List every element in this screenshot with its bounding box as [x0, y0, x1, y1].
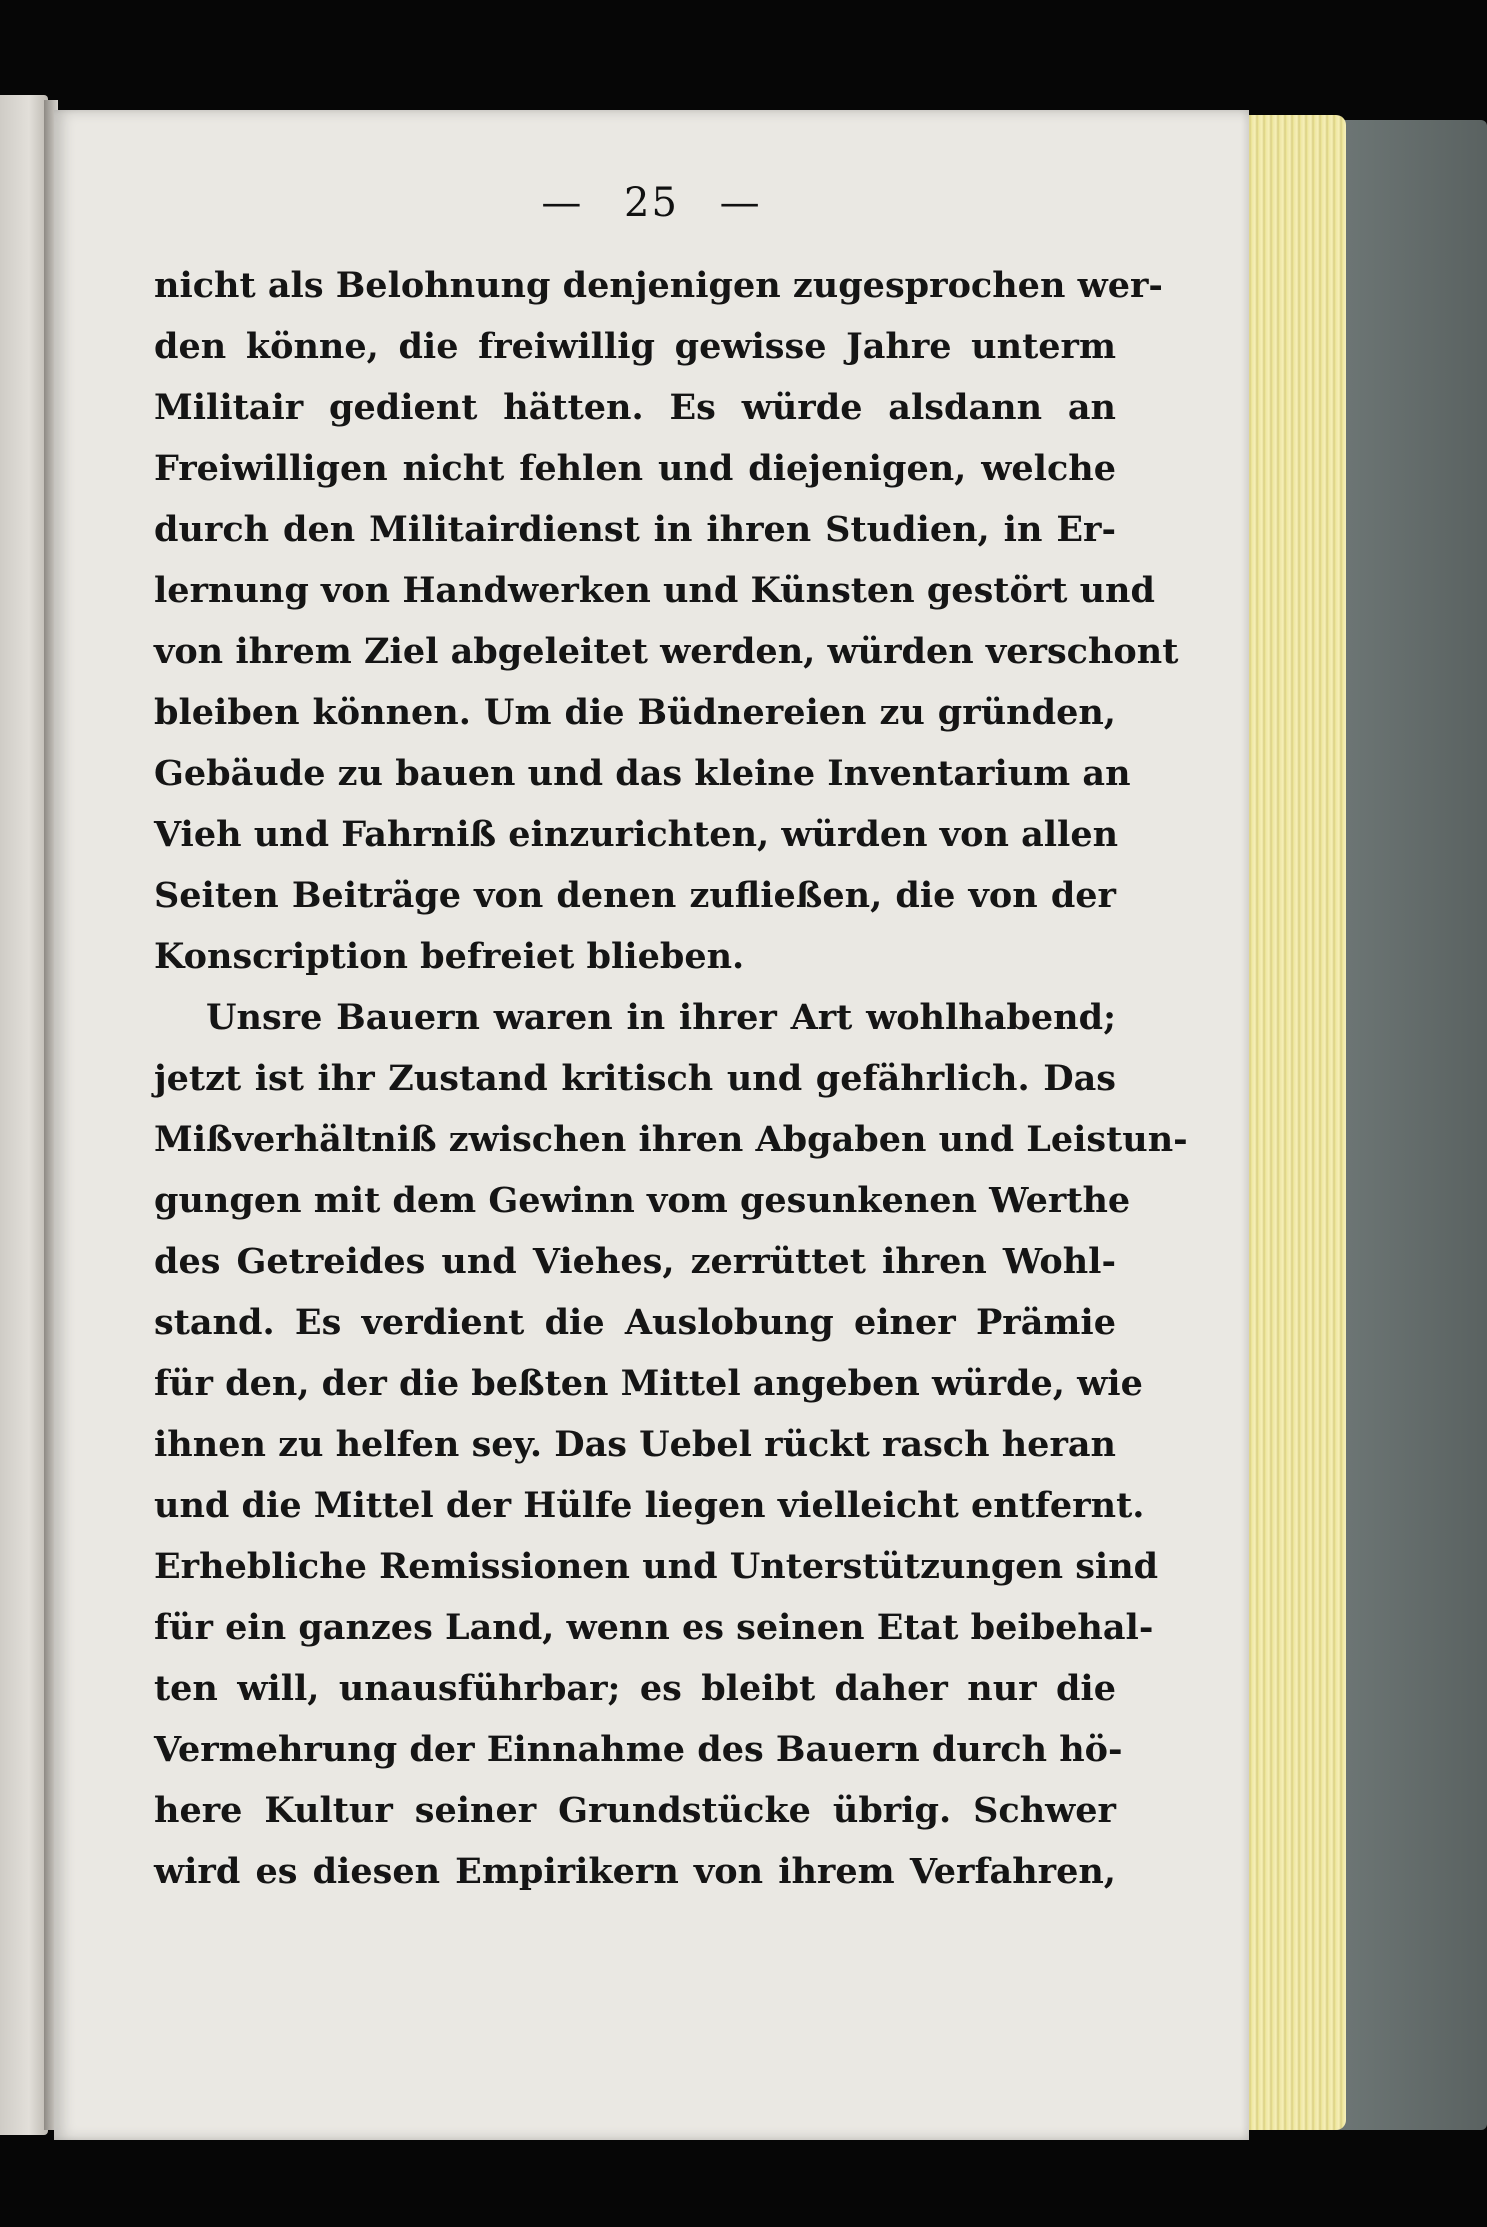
text-line: wird es diesen Empirikern von ihrem Verfahren, [154, 1851, 1116, 1892]
text-line: Freiwilligen nicht fehlen und diejenigen, welche [154, 448, 1116, 489]
gilt-page-edges [1238, 115, 1346, 2130]
text-line: Militair gedient hätten. Es würde alsdann an [154, 387, 1116, 428]
text-line: für ein ganzes Land, wenn es seinen Etat beibehal- [154, 1607, 1154, 1648]
text-line: here Kultur seiner Grundstücke übrig. Schwer [154, 1790, 1116, 1831]
header-dash-right: — [719, 180, 762, 226]
page-number: 25 [624, 180, 679, 226]
body-text [154, 255, 1188, 1902]
text-line: jetzt ist ihr Zustand kritisch und gefährlich. Das [154, 1058, 1116, 1099]
text-line: Unsre Bauern waren in ihrer Art wohlhabend; [206, 997, 1116, 1038]
text-line: Vieh und Fahrniß einzurichten, würden von allen [154, 814, 1119, 855]
text-line: Gebäude zu bauen und das kleine Inventarium an [154, 753, 1131, 794]
text-line: stand. Es verdient die Auslobung einer Prämie [154, 1302, 1116, 1343]
text-line: Konscription befreiet blieben. [154, 936, 745, 977]
text-line: für den, der die beßten Mittel angeben würde, wie [154, 1363, 1143, 1404]
text-line: Vermehrung der Einnahme des Bauern durch hö- [154, 1729, 1123, 1770]
text-line: bleiben können. Um die Büdnereien zu gründen, [154, 692, 1116, 733]
text-line: den könne, die freiwillig gewisse Jahre unterm [154, 326, 1116, 367]
page-header [54, 180, 1249, 226]
text-line: Seiten Beiträge von denen zufließen, die von der [154, 875, 1116, 916]
left-page-edge [0, 95, 48, 2135]
text-line: lernung von Handwerken und Künsten gestört und [154, 570, 1155, 611]
text-line: nicht als Belohnung denjenigen zugesprochen wer- [154, 265, 1163, 306]
text-line: gungen mit dem Gewinn vom gesunkenen Werthe [154, 1180, 1131, 1221]
text-line: durch den Militairdienst in ihren Studien, in Er- [154, 509, 1116, 550]
text-line: ten will, unausführbar; es bleibt daher nur die [154, 1668, 1116, 1709]
text-line: ihnen zu helfen sey. Das Uebel rückt rasch heran [154, 1424, 1117, 1465]
text-line: von ihrem Ziel abgeleitet werden, würden verschont [154, 631, 1179, 672]
book-page [54, 110, 1249, 2140]
text-line: Erhebliche Remissionen und Unterstützungen sind [154, 1546, 1159, 1587]
text-line: Mißverhältniß zwischen ihren Abgaben und Leistun- [154, 1119, 1188, 1160]
text-line: des Getreides und Viehes, zerrüttet ihren Wohl- [154, 1241, 1116, 1282]
text-line: und die Mittel der Hülfe liegen vielleicht entfernt. [154, 1485, 1145, 1526]
header-dash-left: — [541, 180, 584, 226]
